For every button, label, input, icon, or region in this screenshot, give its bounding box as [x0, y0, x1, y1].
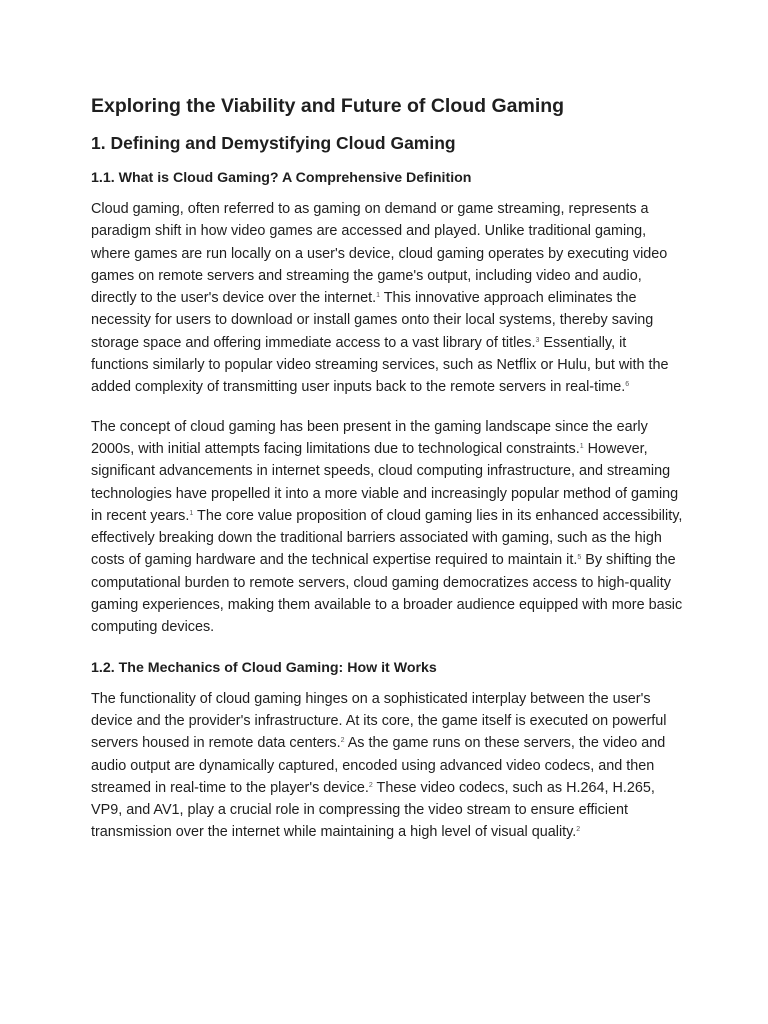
document-page	[91, 92, 683, 844]
paragraph-text: However, significant advancements in internet speeds, cloud computing infrastructure, and streaming technologies have propelled it into a more viable and increasingly popular method of gaming in recent years.	[91, 440, 679, 524]
paragraph-history	[91, 416, 683, 639]
paragraph-text: As the game runs on these servers, the video and audio output are dynamically captured, encoded using advanced video codecs, and then streamed in real-time to the player's device.	[91, 735, 666, 796]
paragraph-text: Cloud gaming, often referred to as gaming on demand or game streaming, represents a paradigm shift in how video games are accessed and played. Unlike traditional gaming, where games are run locally on a user's device, cloud gaming operates by executing video games on remote servers and streaming the game's output, including video and audio, directly to the user's device over the internet.	[91, 201, 668, 307]
paragraph-text: This innovative approach eliminates the necessity for users to download or install games onto their local systems, thereby saving storage space and offering immediate access to a vast library of titles.	[91, 290, 654, 351]
footnote-ref: 2	[368, 781, 373, 789]
paragraph-text: The functionality of cloud gaming hinges on a sophisticated interplay between the user's device and the provider's infrastructure. At its core, the game itself is executed on powerful servers housed in remote data centers.	[91, 690, 667, 752]
paragraph-text: By shifting the computational burden to remote servers, cloud gaming democratizes access to high-quality gaming experiences, making them available to a broader audience equipped with more basic computing devices.	[91, 552, 683, 636]
footnote-ref: 2	[340, 737, 345, 745]
footnote-ref: 3	[535, 336, 540, 344]
footnote-ref: 5	[577, 554, 582, 562]
paragraph-text: The concept of cloud gaming has been present in the gaming landscape since the early 2000s, with initial attempts facing limitations due to technological constraints.	[91, 418, 648, 457]
subsection-heading-1-2: 1.2. The Mechanics of Cloud Gaming: How it Works	[91, 659, 437, 676]
footnote-ref: 6	[625, 381, 630, 389]
paragraph-text: Essentially, it functions similarly to popular video streaming services, such as Netflix or Hulu, but with the added complexity of transmitting user inputs back to the remote servers in real-time.	[91, 334, 669, 396]
section-heading-1: 1. Defining and Demystifying Cloud Gaming	[91, 133, 456, 153]
footnote-ref: 1	[189, 509, 194, 517]
paragraph-text: These video codecs, such as H.264, H.265, VP9, and AV1, play a crucial role in compressing the video stream to ensure efficient transmission over the internet while maintaining a high level of visual quality.	[91, 779, 655, 841]
paragraph-text: The core value proposition of cloud gaming lies in its enhanced accessibility, effectively breaking down the traditional barriers associated with gaming, such as the high costs of gaming hardware and the technical expertise required to maintain it.	[91, 507, 683, 569]
subsection-heading-1-1: 1.1. What is Cloud Gaming? A Comprehensive Definition	[91, 170, 472, 186]
paragraph-mechanics	[91, 688, 683, 844]
document-title: Exploring the Viability and Future of Cloud Gaming	[91, 95, 565, 117]
paragraph-definition	[91, 198, 683, 399]
footnote-ref: 1	[579, 442, 584, 450]
footnote-ref: 2	[576, 826, 581, 834]
footnote-ref: 1	[376, 292, 381, 300]
